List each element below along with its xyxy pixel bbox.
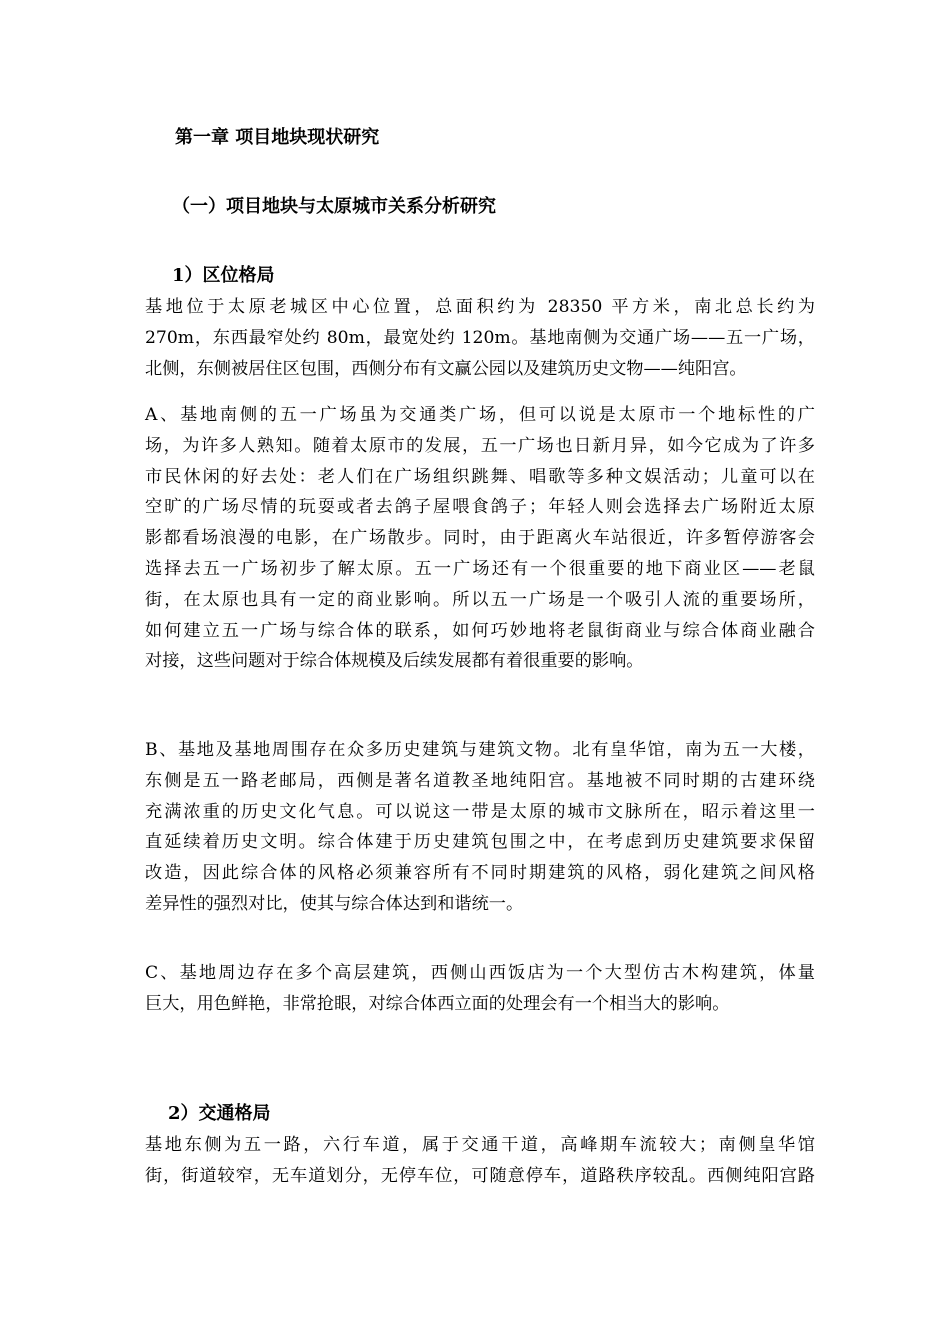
text-line: 直延续着历史文明。综合体建于历史建筑包围之中，在考虑到历史建筑要求保留 [145, 832, 815, 853]
text-line: 选择去五一广场初步了解太原。五一广场还有一个很重要的地下商业区——老鼠 [145, 558, 815, 579]
text-line: 场，为许多人熟知。随着太原市的发展，五一广场也日新月异，如今它成为了许多 [145, 435, 815, 456]
subsection-title-location: 1）区位格局 [172, 265, 275, 286]
text-line: 基地位于太原老城区中心位置，总面积约为 28350 平方米，南北总长约为 [145, 297, 815, 317]
text-line: 巨大，用色鲜艳，非常抢眼，对综合体西立面的处理会有一个相当大的影响。 [145, 993, 730, 1014]
paragraph-item-a [145, 400, 815, 677]
subsection-title-traffic: 2）交通格局 [168, 1103, 271, 1124]
text-line: 对接，这些问题对于综合体规模及后续发展都有着很重要的影响。 [145, 651, 644, 672]
paragraph-location-overview [145, 292, 815, 384]
paragraph-item-c [145, 958, 815, 1020]
text-line: 街，街道较窄，无车道划分，无停车位，可随意停车，道路秩序较乱。西侧纯阳宫路 [145, 1165, 815, 1186]
text-line: 差异性的强烈对比，使其与综合体达到和谐统一。 [145, 893, 524, 914]
text-line: 270m，东西最窄处约 80m，最宽处约 120m。基地南侧为交通广场——五一广场， [145, 327, 815, 348]
text-line: 改造，因此综合体的风格必须兼容所有不同时期建筑的风格，弱化建筑之间风格 [145, 863, 815, 884]
paragraph-item-b [145, 735, 815, 920]
text-line: A、基地南侧的五一广场虽为交通类广场，但可以说是太原市一个地标性的广 [145, 405, 815, 425]
text-line: 东侧是五一路老邮局，西侧是著名道教圣地纯阳宫。基地被不同时期的古建环绕 [145, 770, 815, 791]
text-line: 如何建立五一广场与综合体的联系，如何巧妙地将老鼠街商业与综合体商业融合 [145, 620, 815, 641]
text-line: 北侧，东侧被居住区包围，西侧分布有文赢公园以及建筑历史文物——纯阳宫。 [145, 358, 747, 379]
text-line: C、基地周边存在多个高层建筑，西侧山西饭店为一个大型仿古木构建筑，体量 [145, 963, 815, 983]
section-title: （一）项目地块与太原城市关系分析研究 [172, 196, 496, 217]
paragraph-traffic [145, 1130, 815, 1192]
text-line: 充满浓重的历史文化气息。可以说这一带是太原的城市文脉所在，昭示着这里一 [145, 801, 815, 822]
text-line: 影都看场浪漫的电影，在广场散步。同时，由于距离火车站很近，许多暂停游客会 [145, 528, 815, 549]
text-line: B、基地及基地周围存在众多历史建筑与建筑文物。北有皇华馆，南为五一大楼， [145, 740, 815, 760]
text-line: 空旷的广场尽情的玩耍或者去鸽子屋喂食鸽子；年轻人则会选择去广场附近太原 [145, 497, 815, 518]
text-line: 基地东侧为五一路，六行车道，属于交通干道，高峰期车流较大；南侧皇华馆 [145, 1135, 815, 1155]
text-line: 市民休闲的好去处：老人们在广场组织跳舞、唱歌等多种文娱活动；儿童可以在 [145, 466, 815, 487]
text-line: 街，在太原也具有一定的商业影响。所以五一广场是一个吸引人流的重要场所， [145, 589, 815, 610]
chapter-title: 第一章 项目地块现状研究 [175, 127, 380, 148]
